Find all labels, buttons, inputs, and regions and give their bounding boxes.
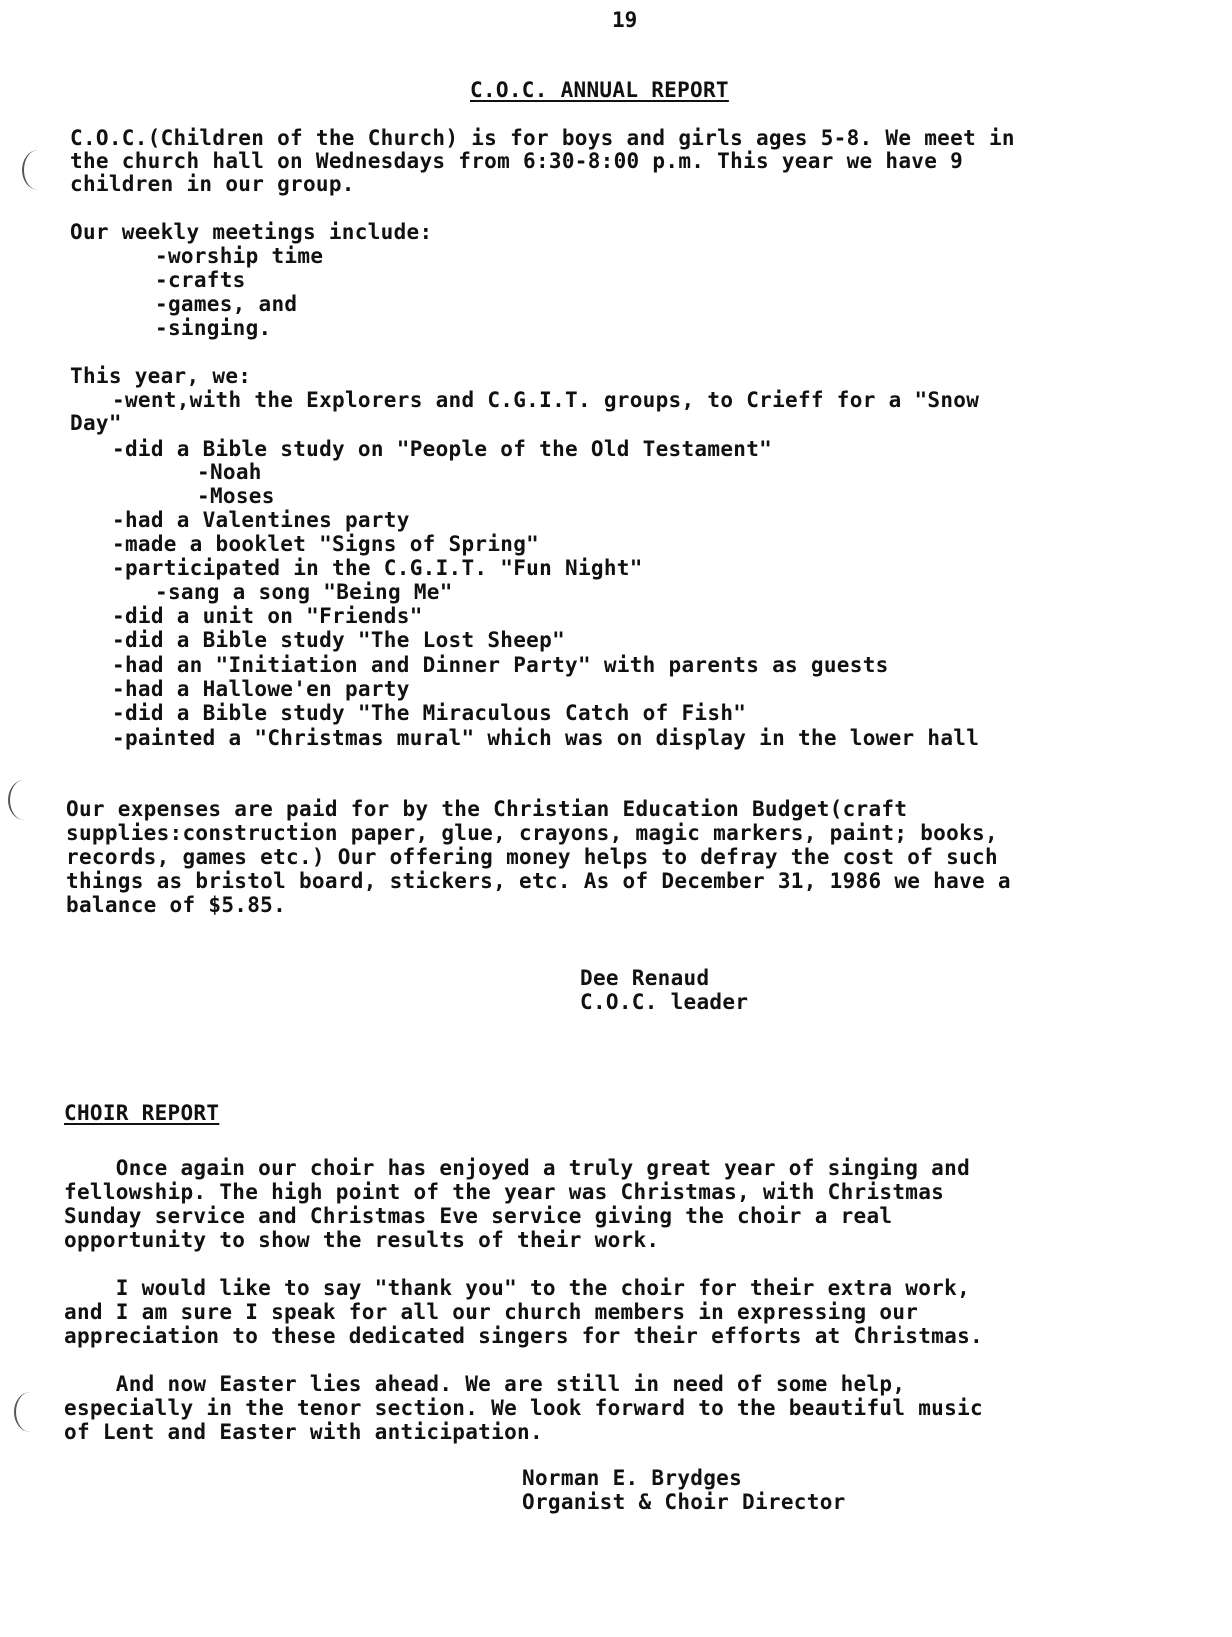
- activity-item: -Moses: [197, 484, 275, 508]
- choir-paragraph-line: Sunday service and Christmas Eve service giving the choir a real: [64, 1204, 893, 1228]
- choir-paragraph-line: opportunity to show the results of their work.: [64, 1228, 660, 1252]
- activity-item: -went,with the Explorers and C.G.I.T. groups, to Crieff for a "Snow: [112, 388, 980, 412]
- year-heading: This year, we:: [70, 364, 252, 388]
- choir-paragraph-line: appreciation to these dedicated singers for their efforts at Christmas.: [64, 1324, 983, 1348]
- meeting-item: -games, and: [155, 292, 298, 316]
- expenses-line: balance of $5.85.: [66, 893, 287, 917]
- choir-report-title: CHOIR REPORT: [64, 1101, 220, 1125]
- activity-item: -participated in the C.G.I.T. "Fun Night": [112, 556, 643, 580]
- choir-paragraph-line: especially in the tenor section. We look forward to the beautiful music: [64, 1396, 983, 1420]
- activity-item: -had an "Initiation and Dinner Party" with parents as guests: [112, 653, 889, 677]
- expenses-line: supplies:construction paper, glue, crayons, magic markers, paint; books,: [66, 821, 998, 845]
- activity-item: -did a unit on "Friends": [112, 604, 423, 628]
- expenses-line: Our expenses are paid for by the Christian Education Budget(craft: [66, 797, 908, 821]
- meeting-item: -crafts: [155, 268, 246, 292]
- activity-item: -did a Bible study "The Miraculous Catch of Fish": [112, 701, 747, 725]
- meeting-item: -singing.: [155, 316, 272, 340]
- choir-paragraph-line: and I am sure I speak for all our church members in expressing our: [64, 1300, 919, 1324]
- activity-item: -made a booklet "Signs of Spring": [112, 532, 540, 556]
- activity-item: Day": [70, 411, 122, 435]
- activity-item: -had a Hallowe'en party: [112, 677, 410, 701]
- margin-mark: [14, 1392, 46, 1432]
- activity-item: -did a Bible study on "People of the Old Testament": [112, 437, 773, 461]
- coc-intro-line: the church hall on Wednesdays from 6:30-8:00 p.m. This year we have 9: [70, 149, 964, 173]
- choir-paragraph-line: fellowship. The high point of the year was Christmas, with Christmas: [64, 1180, 945, 1204]
- meetings-heading: Our weekly meetings include:: [70, 220, 433, 244]
- choir-paragraph-line: And now Easter lies ahead. We are still in need of some help,: [64, 1372, 906, 1396]
- page-number: 19: [612, 8, 638, 32]
- meeting-item: -worship time: [155, 244, 324, 268]
- activity-item: -painted a "Christmas mural" which was on display in the lower hall: [112, 726, 980, 750]
- coc-report-title: C.O.C. ANNUAL REPORT: [470, 78, 729, 102]
- activity-item: -Noah: [197, 460, 262, 484]
- choir-signature-title: Organist & Choir Director: [522, 1490, 846, 1514]
- activity-item: -sang a song "Being Me": [155, 580, 453, 604]
- coc-signature-name: Dee Renaud: [580, 966, 710, 990]
- coc-intro-line: C.O.C.(Children of the Church) is for boys and girls ages 5-8. We meet in: [70, 126, 1015, 150]
- expenses-line: things as bristol board, stickers, etc. As of December 31, 1986 we have a: [66, 869, 1011, 893]
- choir-paragraph-line: Once again our choir has enjoyed a truly great year of singing and: [64, 1156, 971, 1180]
- coc-signature-title: C.O.C. leader: [580, 990, 749, 1014]
- activity-item: -had a Valentines party: [112, 508, 410, 532]
- activity-item: -did a Bible study "The Lost Sheep": [112, 628, 566, 652]
- margin-mark: [22, 150, 54, 190]
- choir-signature-name: Norman E. Brydges: [522, 1466, 743, 1490]
- choir-paragraph-line: of Lent and Easter with anticipation.: [64, 1420, 543, 1444]
- coc-intro-line: children in our group.: [70, 172, 355, 196]
- choir-paragraph-line: I would like to say "thank you" to the choir for their extra work,: [64, 1276, 971, 1300]
- margin-mark: [8, 780, 40, 820]
- expenses-line: records, games etc.) Our offering money helps to defray the cost of such: [66, 845, 998, 869]
